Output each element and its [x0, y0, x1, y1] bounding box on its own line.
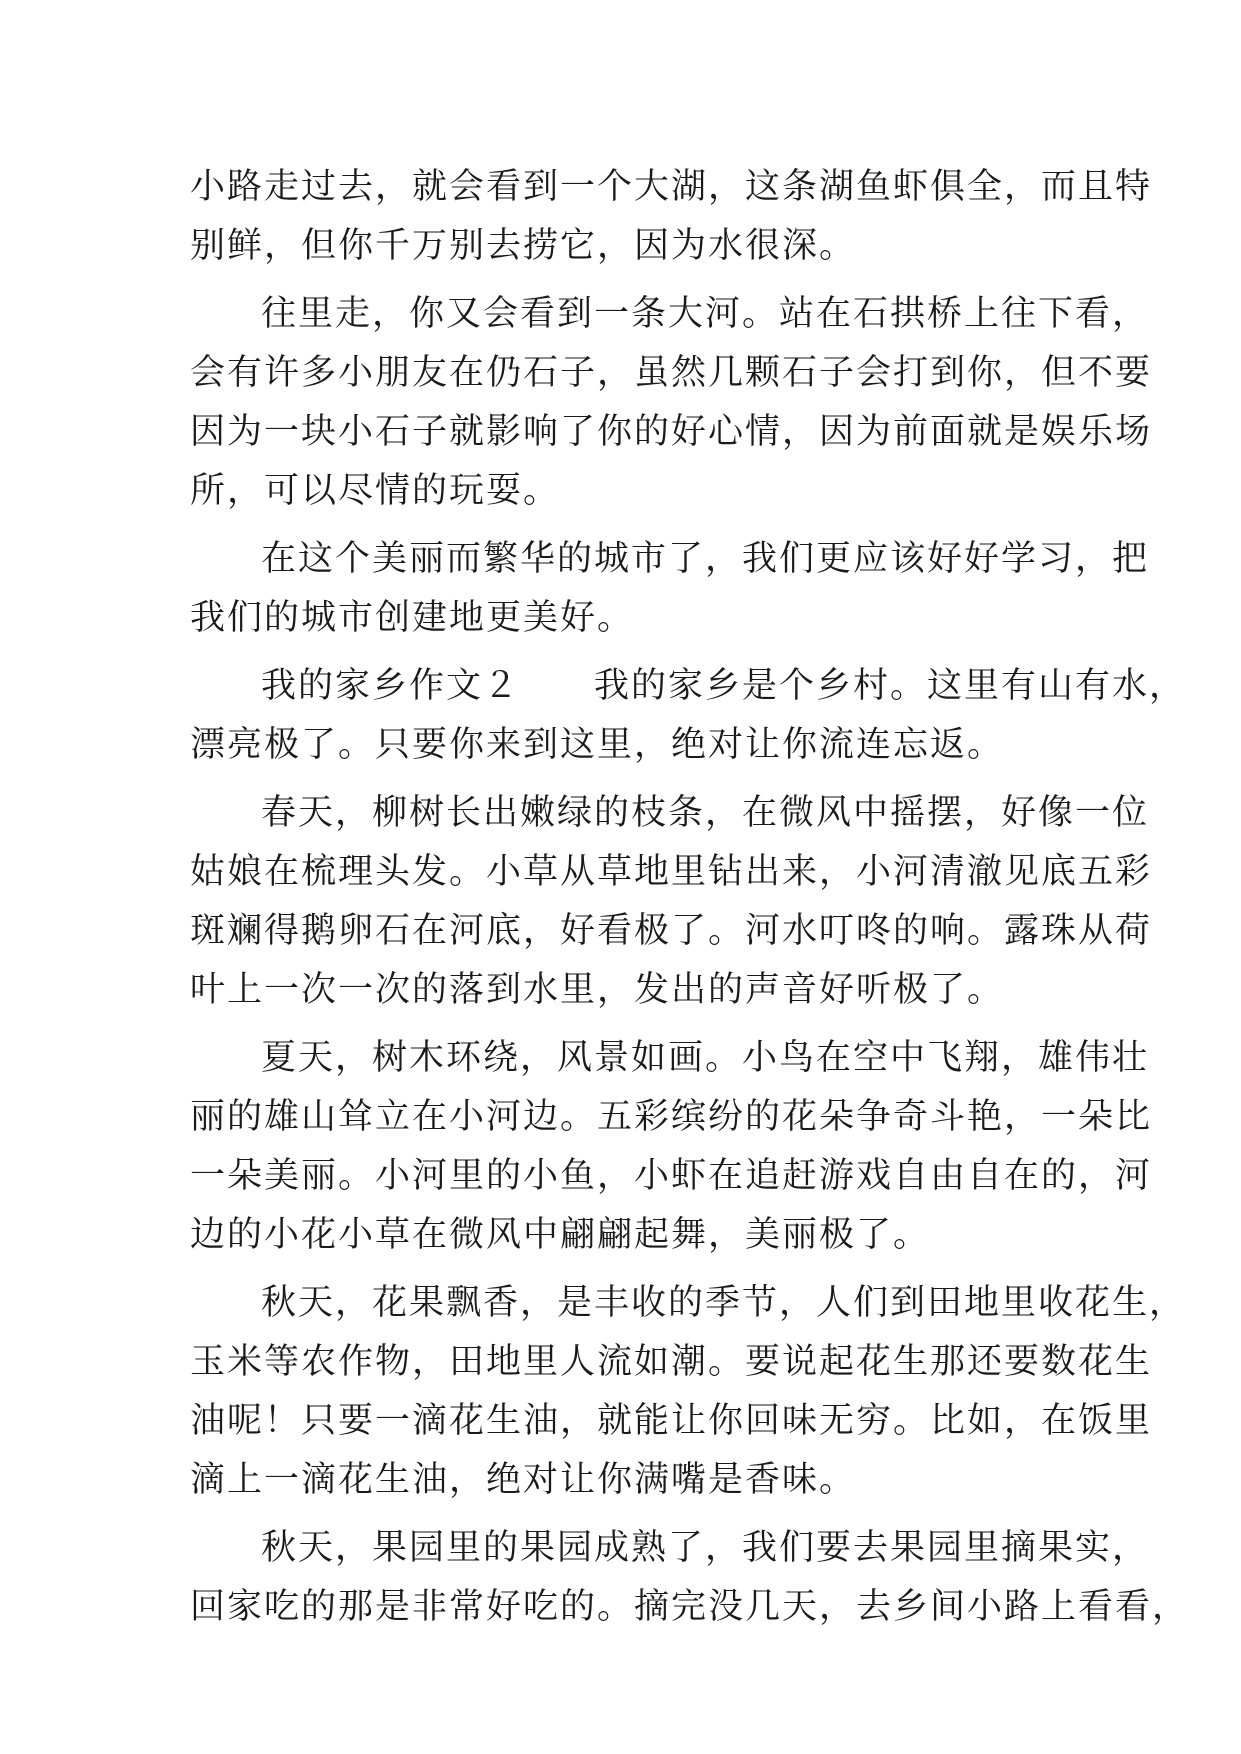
text-line: 漂亮极了。只要你来到这里，绝对让你流连忘返。: [190, 725, 1005, 765]
paragraph-first-line: 秋天，花果飘香，是丰收的季节，人们到田地里收花生，: [261, 1283, 1187, 1323]
paragraph-first-line: 往里走，你又会看到一条大河。站在石拱桥上往下看，: [261, 294, 1150, 334]
paragraph-first-line: 春天，柳树长出嫩绿的枝条，在微风中摇摆，好像一位: [261, 793, 1150, 833]
text-line: 滴上一滴花生油，绝对让你满嘴是香味。: [190, 1460, 857, 1500]
text-line: 斑斓得鹅卵石在河底，好看极了。河水叮咚的响。露珠从荷: [190, 911, 1153, 951]
text-line: 丽的雄山耸立在小河边。五彩缤纷的花朵争奇斗艳，一朵比: [190, 1097, 1153, 1137]
text-line: 回家吃的那是非常好吃的。摘完没几天，去乡间小路上看看，: [190, 1587, 1190, 1627]
text-line: 所，可以尽情的玩耍。: [190, 471, 561, 511]
text-line: 小路走过去，就会看到一个大湖，这条湖鱼虾俱全，而且特: [190, 167, 1153, 207]
paragraph-first-line: 在这个美丽而繁华的城市了，我们更应该好好学习，把: [261, 539, 1150, 579]
text-line: 玉米等农作物，田地里人流如潮。要说起花生那还要数花生: [190, 1342, 1153, 1382]
text-line: 姑娘在梳理头发。小草从草地里钻出来，小河清澈见底五彩: [190, 852, 1153, 892]
text-line: 会有许多小朋友在仍石子，虽然几颗石子会打到你，但不要: [190, 353, 1153, 393]
text-line: 油呢！只要一滴花生油，就能让你回味无穷。比如，在饭里: [190, 1401, 1153, 1441]
essay-body: [190, 158, 1190, 1637]
text-line: 别鲜，但你千万别去捞它，因为水很深。: [190, 226, 857, 266]
text-line: 边的小花小草在微风中翩翩起舞，美丽极了。: [190, 1215, 931, 1255]
text-line: 一朵美丽。小河里的小鱼，小虾在追赶游戏自由自在的，河: [190, 1156, 1153, 1196]
text-line: 我们的城市创建地更美好。: [190, 598, 635, 638]
paragraph-first-line: 我的家乡作文２ 我的家乡是个乡村。这里有山有水，: [261, 666, 1187, 706]
paragraph-first-line: 秋天，果园里的果园成熟了，我们要去果园里摘果实，: [261, 1528, 1150, 1568]
paragraph-first-line: 夏天，树木环绕，风景如画。小鸟在空中飞翔，雄伟壮: [261, 1038, 1150, 1078]
text-line: 因为一块小石子就影响了你的好心情，因为前面就是娱乐场: [190, 412, 1153, 452]
text-line: 叶上一次一次的落到水里，发出的声音好听极了。: [190, 970, 1005, 1010]
